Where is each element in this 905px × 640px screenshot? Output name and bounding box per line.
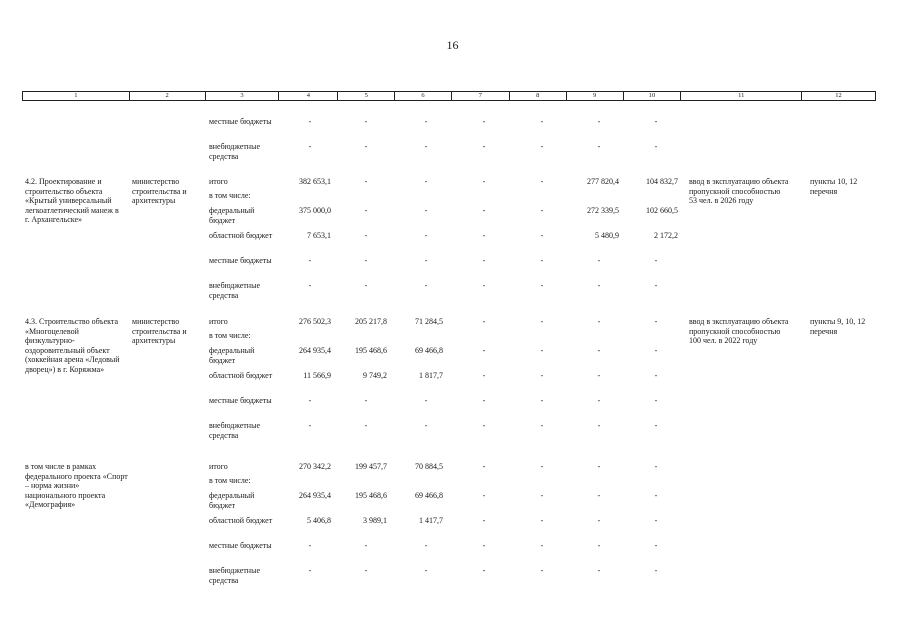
header-col-2: 2 [130,92,206,100]
cell-v7: - [482,317,486,326]
row-label: внебюджетные средства [209,142,260,161]
cell-v7: - [482,231,486,240]
table-header [22,91,876,101]
cell-v7: - [482,256,486,265]
cell-v10: - [654,462,658,471]
cell-v6: 71 284,5 [415,317,443,326]
cell-v5: 205 217,8 [355,317,387,326]
row-label: в том числе: [209,476,251,485]
row-label: федеральный бюджет [209,206,255,225]
cell-v6: - [424,566,428,575]
cell-v9: 277 820,4 [587,177,619,186]
cell-v4: - [308,541,312,550]
cell-v7: - [482,491,486,500]
cell-v7: - [482,281,486,290]
cell-v9: - [597,317,601,326]
cell-v9: - [597,281,601,290]
cell-v5: 195 468,6 [355,491,387,500]
row-label: федеральный бюджет [209,346,255,365]
cell-v9: - [597,516,601,525]
cell-v4: - [308,117,312,126]
row-label: внебюджетные средства [209,421,260,440]
cell-v10: 102 660,5 [646,206,678,215]
cell-v4: 5 406,8 [307,516,331,525]
cell-v6: - [424,206,428,215]
cell-v6: - [424,396,428,405]
cell-v7: - [482,462,486,471]
cell-v8: - [540,177,544,186]
cell-v4: 7 653,1 [307,231,331,240]
cell-v6: - [424,281,428,290]
cell-v9: - [597,346,601,355]
cell-v5: - [364,117,368,126]
cell-v7: - [482,421,486,430]
cell-v8: - [540,142,544,151]
row-label: в том числе: [209,331,251,340]
cell-v10: - [654,491,658,500]
row-label: местные бюджеты [209,256,272,265]
expected-result: ввод в эксплуатацию объекта пропускной способностью 100 чел. в 2022 году [689,317,789,345]
points: пункты 10, 12 перечня [810,177,858,196]
cell-v5: - [364,396,368,405]
row-label: внебюджетные средства [209,281,260,300]
cell-v6: - [424,231,428,240]
row-label: областной бюджет [209,371,273,380]
header-col-7: 7 [452,92,510,100]
cell-v4: - [308,566,312,575]
cell-v7: - [482,142,486,151]
cell-v4: - [308,421,312,430]
row-label: итого [209,462,228,471]
header-col-3: 3 [206,92,280,100]
cell-v7: - [482,117,486,126]
cell-v10: - [654,281,658,290]
expected-result: ввод в эксплуатацию объекта пропускной способностью 53 чел. в 2026 году [689,177,789,205]
cell-v5: - [364,281,368,290]
cell-v5: - [364,566,368,575]
cell-v5: 9 749,2 [363,371,387,380]
header-col-11: 11 [681,92,802,100]
cell-v10: - [654,142,658,151]
cell-v9: 272 339,5 [587,206,619,215]
cell-v6: - [424,117,428,126]
cell-v7: - [482,177,486,186]
cell-v8: - [540,346,544,355]
cell-v9: - [597,491,601,500]
cell-v6: 69 466,8 [415,491,443,500]
cell-v5: - [364,177,368,186]
cell-v8: - [540,317,544,326]
cell-v8: - [540,516,544,525]
cell-v4: 270 342,2 [299,462,331,471]
cell-v5: - [364,142,368,151]
cell-v8: - [540,206,544,215]
cell-v10: - [654,317,658,326]
cell-v7: - [482,396,486,405]
cell-v9: - [597,142,601,151]
executor: министерство строительства и архитектуры [132,317,187,345]
cell-v10: - [654,516,658,525]
cell-v5: 199 457,7 [355,462,387,471]
cell-v10: - [654,371,658,380]
cell-v4: - [308,256,312,265]
row-label: внебюджетные средства [209,566,260,585]
cell-v9: - [597,117,601,126]
cell-v5: - [364,541,368,550]
cell-v8: - [540,371,544,380]
cell-v7: - [482,516,486,525]
header-col-10: 10 [624,92,682,100]
row-label: в том числе: [209,191,251,200]
cell-v7: - [482,566,486,575]
header-col-5: 5 [338,92,395,100]
header-col-12: 12 [835,92,842,99]
header-col-4: 4 [279,92,338,100]
cell-v5: 3 989,1 [363,516,387,525]
cell-v4: 264 935,4 [299,346,331,355]
header-col-6: 6 [395,92,452,100]
row-label: итого [209,317,228,326]
cell-v8: - [540,421,544,430]
cell-v10: 104 832,7 [646,177,678,186]
cell-v8: - [540,281,544,290]
cell-v9: 5 480,9 [595,231,619,240]
cell-v10: - [654,541,658,550]
cell-v8: - [540,566,544,575]
cell-v9: - [597,541,601,550]
measure-name: 4.2. Проектирование и строительство объекта «Крытый универсальный легкоатлетический манеж в г. Архангельске» [25,177,119,224]
header-col-9: 9 [567,92,624,100]
cell-v9: - [597,371,601,380]
row-label: федеральный бюджет [209,491,255,510]
cell-v10: - [654,256,658,265]
cell-v4: - [308,281,312,290]
row-label: местные бюджеты [209,117,272,126]
cell-v9: - [597,256,601,265]
cell-v6: - [424,421,428,430]
cell-v8: - [540,256,544,265]
cell-v10: - [654,117,658,126]
cell-v6: 1 817,7 [419,371,443,380]
cell-v7: - [482,206,486,215]
cell-v7: - [482,371,486,380]
cell-v6: 70 884,5 [415,462,443,471]
cell-v6: - [424,541,428,550]
cell-v4: - [308,142,312,151]
cell-v5: - [364,256,368,265]
cell-v6: 69 466,8 [415,346,443,355]
cell-v10: - [654,566,658,575]
cell-v8: - [540,491,544,500]
cell-v6: - [424,142,428,151]
page-number: 16 [446,38,459,52]
cell-v8: - [540,231,544,240]
cell-v9: - [597,566,601,575]
cell-v5: 195 468,6 [355,346,387,355]
header-col-1: 1 [23,92,130,100]
cell-v6: 1 417,7 [419,516,443,525]
cell-v4: - [308,396,312,405]
header-col-8: 8 [510,92,567,100]
measure-name: в том числе в рамках федерального проекта «Спорт – норма жизни» национального проекта «Демография» [25,462,128,509]
cell-v4: 375 000,0 [299,206,331,215]
cell-v4: 264 935,4 [299,491,331,500]
row-label: местные бюджеты [209,541,272,550]
cell-v6: - [424,177,428,186]
row-label: итого [209,177,228,186]
row-label: областной бюджет [209,231,273,240]
cell-v10: 2 172,2 [654,231,678,240]
cell-v7: - [482,346,486,355]
row-label: областной бюджет [209,516,273,525]
cell-v4: 11 566,9 [303,371,331,380]
points: пункты 9, 10, 12 перечня [810,317,866,336]
cell-v8: - [540,541,544,550]
cell-v4: 276 502,3 [299,317,331,326]
cell-v9: - [597,396,601,405]
cell-v4: 382 653,1 [299,177,331,186]
cell-v9: - [597,421,601,430]
cell-v6: - [424,256,428,265]
cell-v10: - [654,421,658,430]
cell-v5: - [364,206,368,215]
cell-v8: - [540,462,544,471]
cell-v8: - [540,117,544,126]
cell-v8: - [540,396,544,405]
executor: министерство строительства и архитектуры [132,177,187,205]
cell-v10: - [654,396,658,405]
cell-v5: - [364,231,368,240]
cell-v9: - [597,462,601,471]
cell-v7: - [482,541,486,550]
measure-name: 4.3. Строительство объекта «Многоцелевой физкультурно-оздоровительный объект (хоккейная арена «Ледовый дворец») в г. Коряжма» [25,317,120,374]
cell-v10: - [654,346,658,355]
cell-v5: - [364,421,368,430]
row-label: местные бюджеты [209,396,272,405]
